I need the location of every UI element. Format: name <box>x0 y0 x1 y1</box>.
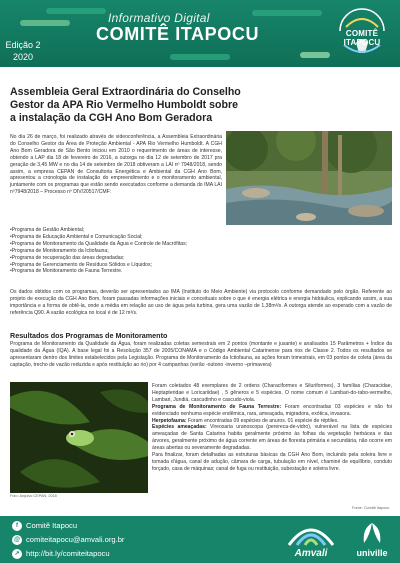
fauna-column <box>152 383 392 473</box>
fish-paragraph: Foram coletados 48 exemplares de 2 ordens (Characiformes e Siluriformes), 3 famílias (Characidae, Heptapteridae e Loricariidae) , 5 gêneros e 5 espécies. O nome comum é Lambari-do-rabo-vermelho, Lambari, Jundiá, cascudinho e cascudo-viola. <box>152 383 392 403</box>
header-subtitle: Informativo Digital <box>108 11 210 25</box>
results-paragraph: Programa de Monitoramento da Qualidade da Água, foram realizadas coletas semestrais em 2 pontos (montante e jusante) e analisados 15 Parâmetros + Índice da qualidade da Água (IQA). A base legal foi a Resolução 357 de 2005/CONAMA e o Código Ambiental Catarinense para rios de Classe 2. Todos os resultados se apresentaram dentro dos limites estabelecidos pela Legislação. Programa de Monitoramento da Ictiofauna, as ações foram trimestrais, em 03 pontos de coleta (área da captação, trecho de vazão reduzida e após restituição ao rio) por 4 campanhas (verão -outono -inverno –primavera) <box>10 341 392 368</box>
headline-line-1: Assembleia Geral Extraordinária do Conselho <box>10 86 241 98</box>
header-title: COMITÊ ITAPOCU <box>96 24 260 44</box>
list-item: •Programa de Monitoramento de Fauna Terrestre. <box>10 268 123 275</box>
header-banner <box>0 0 400 67</box>
comite-itapocu-logo <box>332 5 392 63</box>
link-icon: ↗ <box>12 549 22 559</box>
fauna-paragraph <box>152 404 392 418</box>
results-title: Resultados dos Programas de Monitoramento <box>10 331 168 340</box>
email-icon: @ <box>12 535 22 545</box>
list-item: •Programa de Monitoramento da Qualidade da Água e Controle de Macrófitas; <box>10 240 188 247</box>
program-list <box>10 227 220 275</box>
intro-paragraph: No dia 26 de março, foi realizado através de videoconferência, a Assembleia Extraordinária do Conselho Gestor da Área de Proteção Ambiental - APA Rio Vermelho Humboldt. A CGH Ano Bom Geradora de São Bento iniciou em 2010 o requerimento de áreas de interesse, obtendo a LAP dia 18 de fevereiro de 2016, a outorga no dia 12 de setembro de 2017 pra geração de 3,45 MW e no dia 14 de setembro de 2018 obtiveram a LAI nº 7948/2018, sendo assim, a empresa CEPAN de Consultoria Energética e Ambiental da CGH Ano Bom, apresentou a cronologia de instalação do empreendimento e o monitoramento ambiental, juntamente com os programas que estão sendo executados conforme a demanda do IMA LAI nº7948/2018 – Processo nº DIV/20517/CMF: <box>10 134 222 196</box>
threatened-species-paragraph <box>152 424 392 452</box>
river-photo-caption: Fonte: Comitê Itapocu <box>352 506 390 510</box>
amvali-label: Amvali <box>294 548 328 559</box>
herpetofauna-heading: Herpetofauna: <box>152 417 187 424</box>
threatened-species-heading: Espécies ameaçadas: <box>152 424 207 431</box>
amvali-emblem-icon <box>281 519 341 549</box>
final-paragraph: Para finalizar, foram detalhadas as estruturas básicas da CGH Ano Bom, incluindo pela soleira livre e tomada d'água, canal de adução, câmara de carga, tubulação em nível, chaminé de equilíbrio, conduto forçado, casa de máquinas; canal de fuga ou restituição, subestação e soleira livre. <box>152 452 392 472</box>
frog-image <box>10 382 148 493</box>
river-image <box>226 131 392 225</box>
headline-line-3: a instalação da CGH Ano Bom Geradora <box>10 112 213 124</box>
univille-emblem-icon <box>348 519 396 549</box>
article-headline <box>10 86 394 125</box>
facebook-icon: f <box>12 521 22 531</box>
logo-text: COMITÊ ITAPOCU <box>343 29 381 47</box>
frog-photo <box>10 382 148 493</box>
website-label: http://bit.ly/comiteitapocu <box>26 549 110 558</box>
list-item: •Programa de Educação Ambiental e Comunicação Social; <box>10 233 143 240</box>
list-item: •Programa de Monitoramento da Ictiofauna; <box>10 247 109 254</box>
list-item: •Programa de Gerenciamento de Resíduos Sólidos e Líquidos; <box>10 261 152 268</box>
frog-photo-caption: Foto: Arquivo CEPAN, 2018 <box>10 494 57 498</box>
herpetofauna-text: Foram encontradas 09 espécies de anuros. 01 espécie de réptiles. <box>186 417 339 424</box>
threatened-species-text: Vireosaria uranoscopa (perereca-de-vidro), vulnerável na lista de espécies ameaçadas de Santa Catarina habita geralmente próximo às folhas da vegetação herbácea e das árvores, geralmente próximo de água corrente em áreas de floresta primária e secundária, não ocorre em áreas abertas ou severamente degradadas. <box>152 424 392 452</box>
edition-year: 2020 <box>12 52 34 62</box>
edition-label: Edição 2 <box>5 40 41 50</box>
list-item: •Programa de recuperação das áreas degradadas; <box>10 254 125 261</box>
email-label: comiteitapocu@amvali.org.br <box>26 535 125 544</box>
fauna-heading: Programa de Monitoramento de Fauna Terrestre: <box>152 403 282 410</box>
headline-line-2: Gestor da APA Rio Vermelho Humboldt sobre <box>10 99 238 111</box>
edition-badge <box>0 39 46 65</box>
river-photo <box>226 131 392 225</box>
univille-logo <box>348 519 396 559</box>
footer <box>0 516 400 563</box>
data-paragraph: Os dados obtidos com os programas, deverão ser apresentados ao IMA (Instituto do Meio Ambiente) via protocolo conforme demandado pelo órgão. Referente ao projeto de execução da CGH Ano Bom, foram passadas informações iniciais e conceituais sobre o que é energia elétrica e energia hidráulica, explicando assim, a sua importância e a forma de obtê-la, onde a média em relação ao uso de água pela turbina, gera uma vazão de 1,38m³/s. A outorga atende ao esperado com a vazão de referência Q90. A vazão ecológica no local é de 12 m³/s. <box>10 289 392 316</box>
fauna-text: Foram encontradas 03 espécies e não foi evidenciado nenhuma espécie endêmica, rara, ameaçada, migradora, exótica, invasora. <box>152 403 393 417</box>
facebook-label: Comitê Itapocu <box>26 521 78 530</box>
amvali-logo <box>281 519 341 559</box>
herpetofauna-paragraph <box>152 418 392 425</box>
univille-label: univille <box>356 548 388 558</box>
list-item: •Programa de Gestão Ambiental; <box>10 227 85 233</box>
